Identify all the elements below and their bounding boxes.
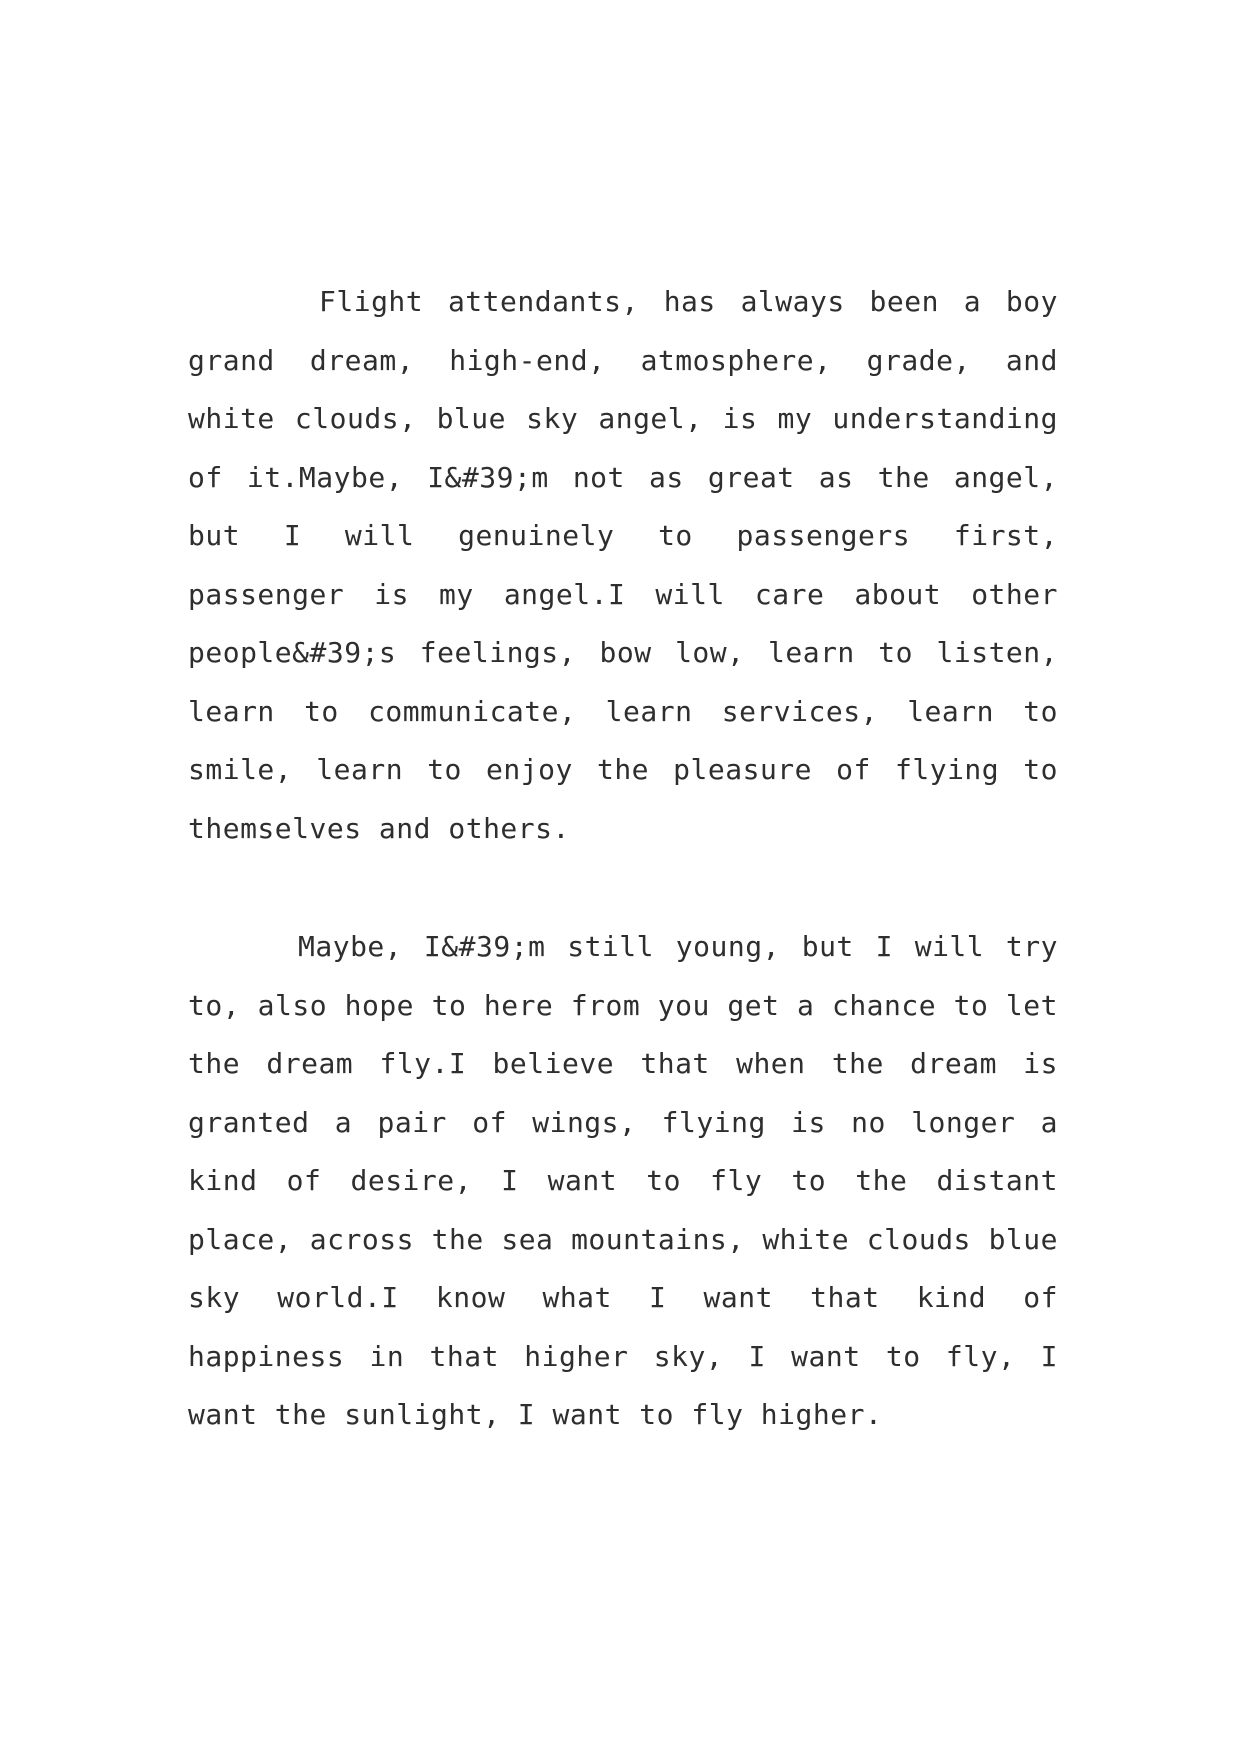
body-paragraph-2: Maybe, I&#39;m still young, but I will try to, also hope to here from you get a chance to let the dream fly.I believe that when the dream is granted a pair of wings, flying is no longer a kind of desire, I want to fly to the distant place, across the sea mountains, white clouds blue sky world.I know what I want that kind of happiness in that higher sky, I want to fly, I want the sunlight, I want to fly higher. (188, 930, 1058, 1431)
body-paragraph-1: Flight attendants, has always been a boy grand dream, high-end, atmosphere, grade, and white clouds, blue sky angel, is my understanding of it.Maybe, I&#39;m not as great as the angel, but I will genuinely to passengers first, passenger is my angel.I will care about other people&#39;s feelings, bow low, learn to listen, learn to communicate, learn services, learn to smile, learn to enjoy the pleasure of flying to themselves and others. (188, 285, 1058, 845)
